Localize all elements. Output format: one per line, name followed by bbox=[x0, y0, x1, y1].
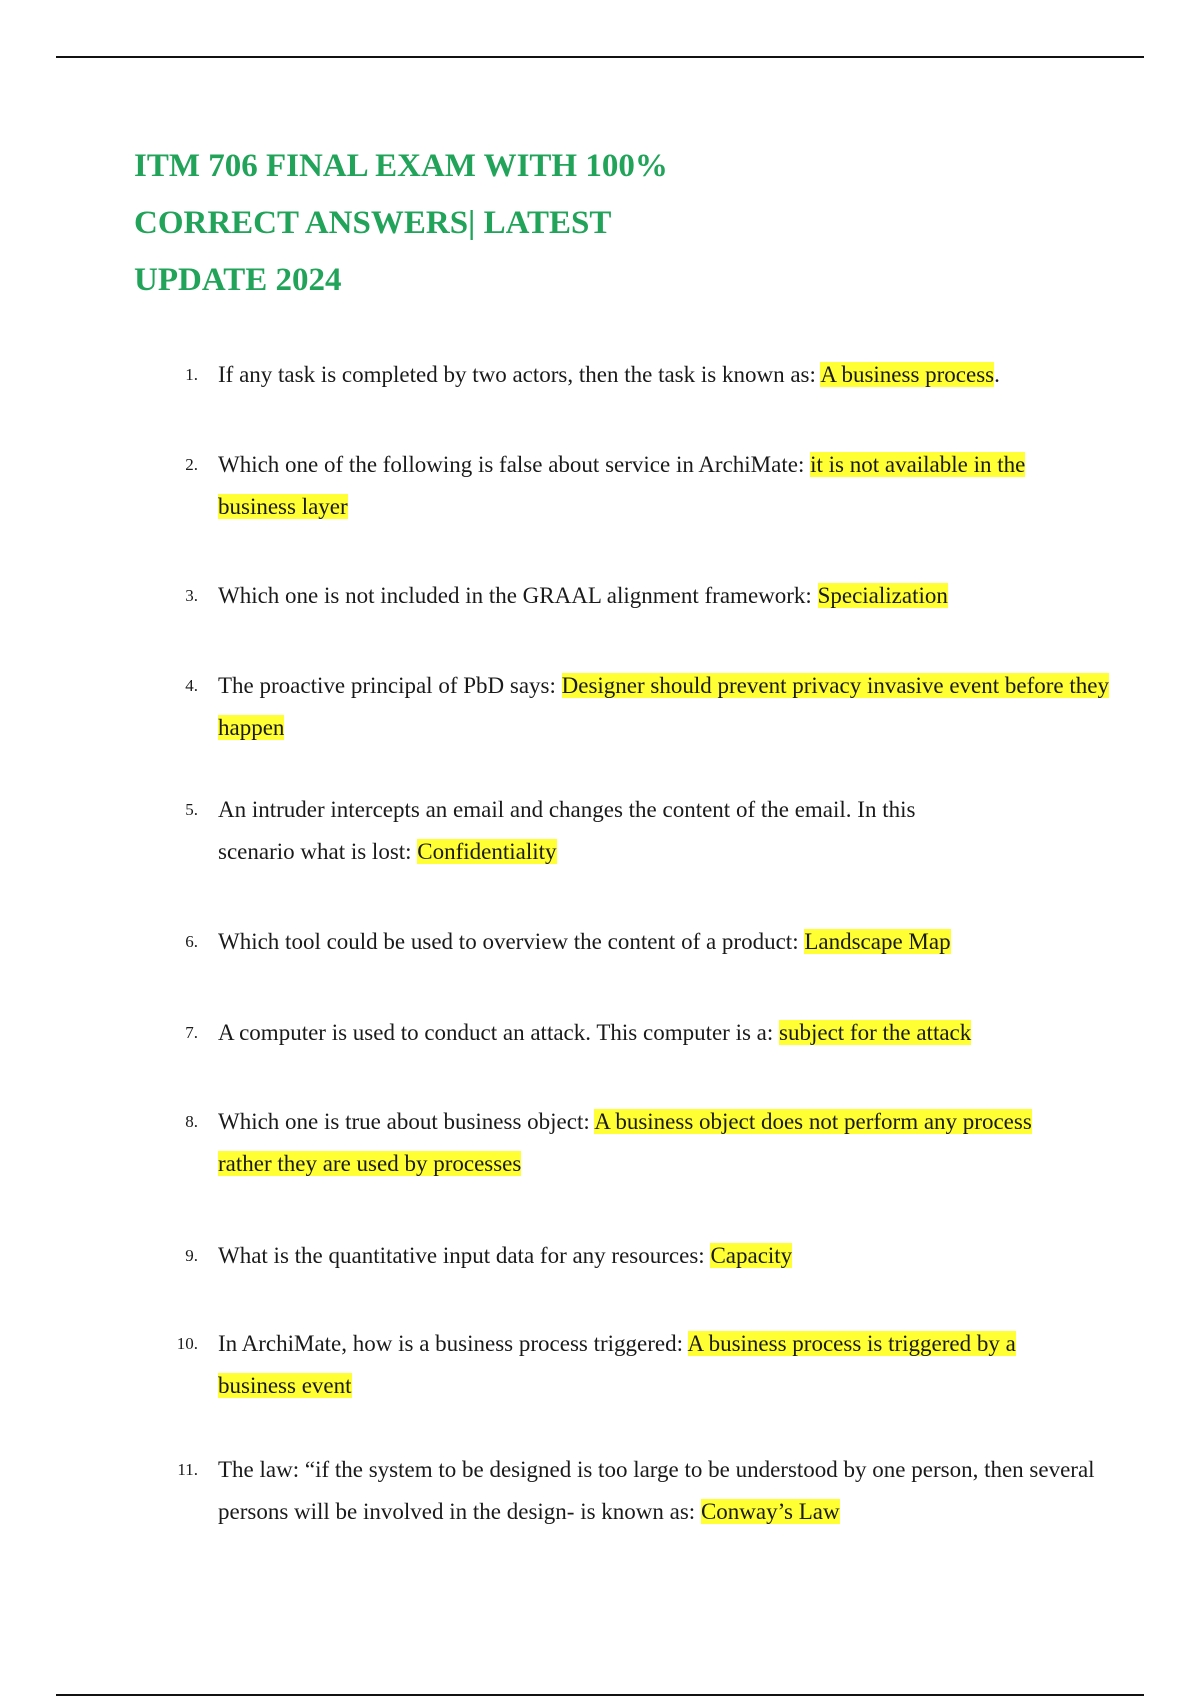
question-tail: . bbox=[994, 362, 1000, 387]
answer-highlight: it is not available in the business layer bbox=[218, 452, 1026, 519]
answer-highlight: Designer should prevent privacy invasive event before they happen bbox=[218, 673, 1109, 740]
document-title bbox=[134, 138, 834, 309]
answer-highlight: Specialization bbox=[817, 583, 948, 608]
answer-highlight: Landscape Map bbox=[804, 929, 951, 954]
top-rule bbox=[56, 56, 1144, 58]
title-line-2: CORRECT ANSWERS| LATEST bbox=[134, 205, 612, 241]
question-text: What is the quantitative input data for any resources: bbox=[218, 1243, 711, 1268]
answer-highlight: A business process bbox=[820, 362, 995, 387]
question-text: The proactive principal of PbD says: bbox=[218, 673, 562, 698]
question-number: 3. bbox=[185, 586, 198, 605]
title-line-3: UPDATE 2024 bbox=[134, 262, 342, 298]
answer-highlight: A business process is triggered by a business event bbox=[218, 1331, 1016, 1398]
question-number: 6. bbox=[185, 932, 198, 951]
question-number: 10. bbox=[176, 1334, 198, 1353]
question-text: Which one is not included in the GRAAL alignment framework: bbox=[218, 583, 818, 608]
question-text: Which tool could be used to overview the content of a product: bbox=[218, 929, 805, 954]
question-text: An intruder intercepts an email and changes the content of the email. In this scenario what is lost: bbox=[218, 797, 916, 864]
question-number: 1. bbox=[185, 365, 198, 384]
question-text: A computer is used to conduct an attack. This computer is a: bbox=[218, 1020, 780, 1045]
answer-highlight: Conway’s Law bbox=[700, 1499, 840, 1524]
question-number: 11. bbox=[177, 1460, 198, 1479]
answer-highlight: subject for the attack bbox=[779, 1020, 972, 1045]
answer-highlight: Capacity bbox=[710, 1243, 793, 1268]
question-number: 8. bbox=[185, 1112, 198, 1131]
question-text: The law: “if the system to be designed is too large to be understood by one person, then several persons will be involved in the design- is known as: bbox=[218, 1457, 1095, 1524]
question-number: 5. bbox=[185, 800, 198, 819]
question-text: If any task is completed by two actors, then the task is known as: bbox=[218, 362, 821, 387]
answer-highlight: Confidentiality bbox=[417, 839, 557, 864]
question-number: 2. bbox=[185, 455, 198, 474]
question-text: Which one of the following is false about service in ArchiMate: bbox=[218, 452, 811, 477]
question-text: Which one is true about business object: bbox=[218, 1109, 595, 1134]
question-number: 7. bbox=[185, 1023, 198, 1042]
question-text: In ArchiMate, how is a business process triggered: bbox=[218, 1331, 688, 1356]
question-number: 4. bbox=[185, 676, 198, 695]
answer-highlight: A business object does not perform any process rather they are used by processes bbox=[218, 1109, 1032, 1176]
question-number: 9. bbox=[185, 1246, 198, 1265]
bottom-rule bbox=[56, 1694, 1144, 1696]
title-line-1: ITM 706 FINAL EXAM WITH 100% bbox=[134, 148, 668, 184]
